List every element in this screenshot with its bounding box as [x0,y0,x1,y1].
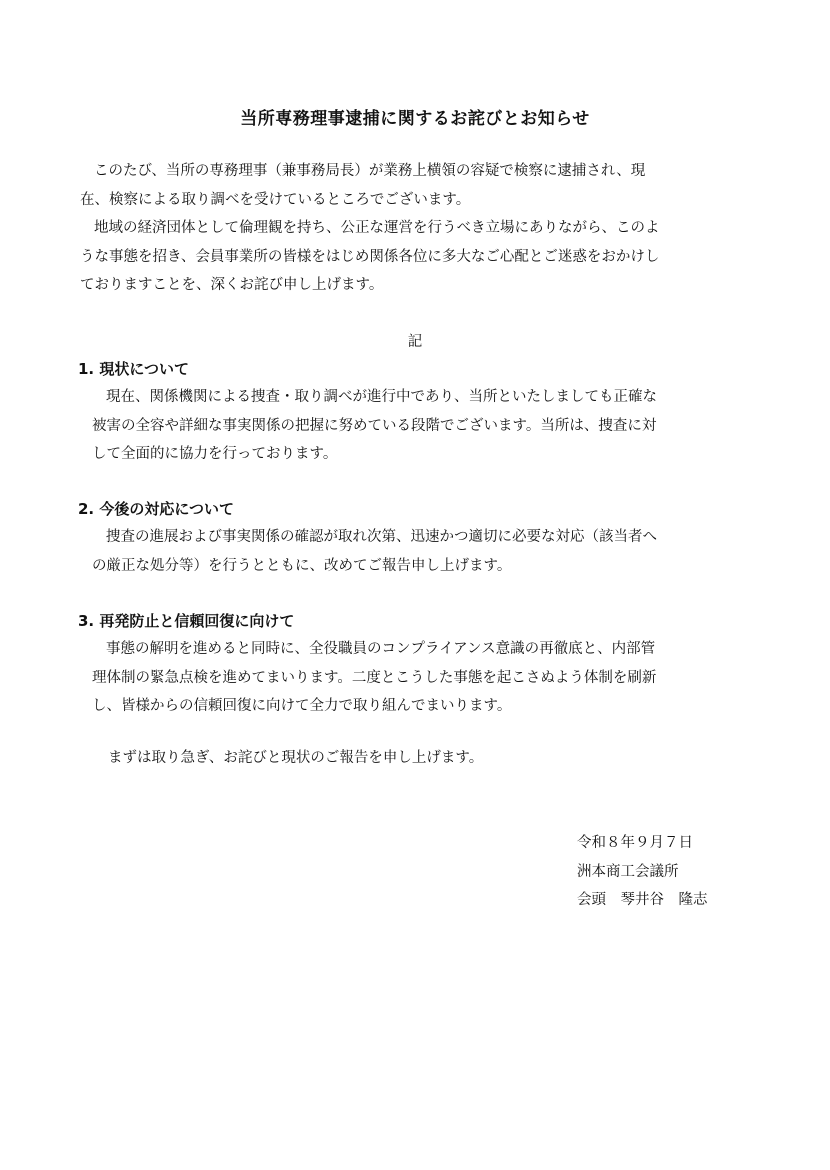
signature-name: 会頭 琴井谷 隆志 [577,892,708,908]
page-title: 当所専務理事逮捕に関するお詫びとお知らせ [240,109,590,129]
ki-marker: 記 [407,334,423,350]
section-line: 被害の全容や詳細な事実関係の把握に努めている段階でございます。当所は、捜査に対 [92,417,657,434]
section-line: 理体制の緊急点検を進めてまいります。二度とこうした事態を起こさぬよう体制を刷新 [92,669,657,686]
intro-line: 地域の経済団体として倫理観を持ち、公正な運営を行うべき立場にありながら、このよ [94,220,660,236]
signature-date: 令和８年９月７日 [577,835,693,851]
section-heading-current-status: 1. 現状について [78,360,190,378]
section-line: 現在、関係機関による捜査・取り調べが進行中であり、当所といたしましても正確な [106,389,657,405]
section-body-future-response [92,523,657,580]
section-line: し、皆様からの信頼回復に向けて全力で取り組んでまいります。 [92,698,512,714]
signature-block [577,829,708,915]
section-body-current-status [92,383,657,469]
intro-line: ておりますことを、深くお詫び申し上げます。 [80,277,384,293]
section-heading-prevention: 3. 再発防止と信頼回復に向けて [78,612,295,630]
section-line: 捜査の進展および事実関係の確認が取れ次第、迅速かつ適切に必要な対応（該当者へ [106,529,657,545]
signature-organization: 洲本商工会議所 [577,863,679,880]
section-line: の厳正な処分等）を行うとともに、改めてご報告申し上げます。 [92,557,512,574]
intro-line: うな事態を招き、会員事業所の皆様をはじめ関係各位に多大なご心配とご迷惑をおかけし [80,248,660,265]
section-line: 事態の解明を進めると同時に、全役職員のコンプライアンス意識の再徹底と、内部管 [106,641,656,657]
intro-line: 在、検察による取り調べを受けているところでございます。 [80,191,471,208]
intro-line: このたび、当所の専務理事（兼事務局長）が業務上横領の容疑で検察に逮捕され、現 [94,163,646,179]
section-body-prevention [92,635,656,721]
section-heading-future-response: 2. 今後の対応について [78,500,235,518]
intro-paragraph [80,157,660,300]
closing-statement: まずは取り急ぎ、お詫びと現状のご報告を申し上げます。 [108,750,484,766]
section-line: して全面的に協力を行っております。 [92,446,338,462]
